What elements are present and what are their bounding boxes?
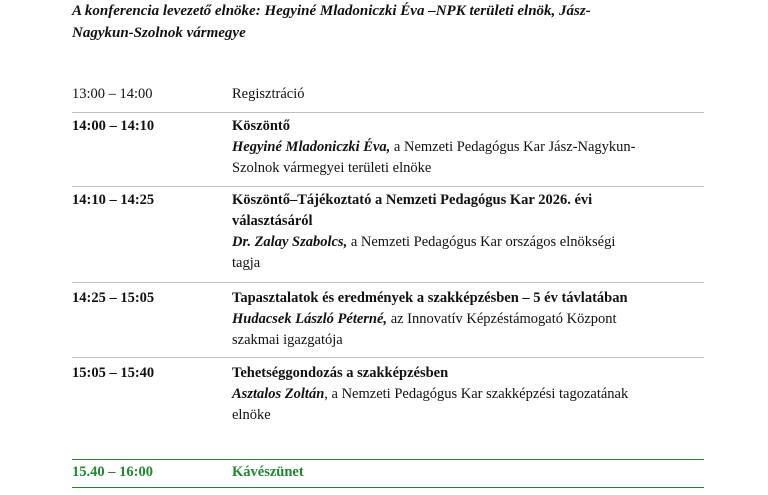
row-separator	[72, 357, 704, 358]
session-title: Tapasztalatok és eredmények a szakképzésben – 5 év távlatában	[232, 290, 628, 306]
speaker-name: Hudacsek László Péterné,	[232, 311, 388, 327]
schedule-content	[232, 190, 702, 274]
speaker-role-cont: tagja	[232, 255, 261, 271]
schedule-content	[232, 288, 702, 351]
speaker-name: Dr. Zalay Szabolcs,	[232, 234, 348, 250]
speaker-name: Hegyiné Mladoniczki Éva,	[232, 139, 391, 155]
speaker-role: a Nemzeti Pedagógus Kar országos elnökségi	[347, 234, 616, 250]
speaker-role: , a Nemzeti Pedagógus Kar szakképzési tagozatának	[324, 386, 629, 402]
session-title: Kávészünet	[232, 464, 304, 480]
speaker-role-cont: elnöke	[232, 407, 271, 423]
schedule-content	[232, 116, 702, 179]
schedule-time: 14:00 – 14:10	[72, 118, 155, 134]
schedule-content	[232, 84, 702, 105]
session-title-cont: választásáról	[232, 213, 313, 229]
speaker-line	[232, 309, 702, 330]
speaker-role-cont: szakmai igazgatója	[232, 332, 343, 348]
speaker-role-cont: Szolnok vármegyei területi elnöke	[232, 160, 432, 176]
chair-line-2: Nagykun-Szolnok vármegye	[72, 25, 246, 41]
speaker-role: az Innovatív Képzéstámogató Központ	[387, 311, 617, 327]
schedule-time: 13:00 – 14:00	[72, 86, 153, 102]
speaker-line	[232, 384, 702, 405]
schedule-content	[232, 462, 702, 483]
conference-chair-note	[72, 0, 712, 44]
row-separator	[72, 186, 704, 187]
schedule-time: 15.40 – 16:00	[72, 464, 153, 480]
session-title: Tehetséggondozás a szakképzésben	[232, 365, 449, 381]
row-separator	[72, 112, 704, 113]
session-title: Köszöntő	[232, 118, 290, 134]
schedule-time: 14:25 – 15:05	[72, 290, 155, 306]
speaker-role: a Nemzeti Pedagógus Kar Jász-Nagykun-	[390, 139, 636, 155]
chair-line-1: A konferencia levezető elnöke: Hegyiné Mladoniczki Éva –NPK területi elnök, Jász-	[72, 3, 591, 19]
session-title: Köszöntő–Tájékoztató a Nemzeti Pedagógus Kar 2026. évi	[232, 192, 593, 208]
schedule-content	[232, 363, 702, 426]
break-separator-bottom	[72, 487, 704, 488]
schedule-time: 14:10 – 14:25	[72, 192, 155, 208]
session-title: Regisztráció	[232, 86, 305, 102]
speaker-line	[232, 137, 702, 158]
speaker-name: Asztalos Zoltán	[232, 386, 325, 402]
row-separator	[72, 282, 704, 283]
schedule-time: 15:05 – 15:40	[72, 365, 155, 381]
speaker-line	[232, 232, 702, 253]
break-separator-top	[72, 459, 704, 460]
